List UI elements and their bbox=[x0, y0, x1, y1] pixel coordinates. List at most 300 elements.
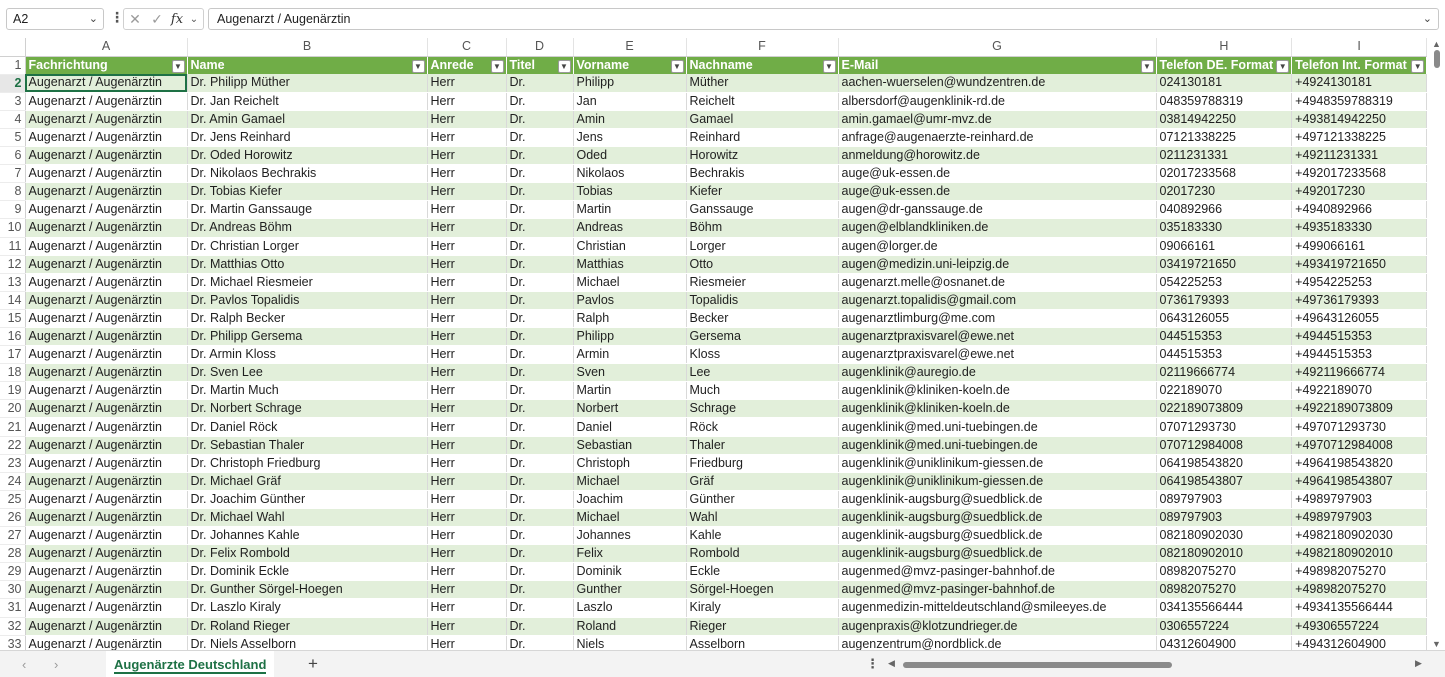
table-cell[interactable]: Herr bbox=[427, 237, 506, 255]
table-cell[interactable]: Augenarzt / Augenärztin bbox=[25, 599, 187, 617]
table-cell[interactable]: Dr. bbox=[506, 400, 573, 418]
table-cell[interactable]: Herr bbox=[427, 92, 506, 110]
table-cell[interactable]: Gunther bbox=[573, 581, 686, 599]
table-cell[interactable]: Asselborn bbox=[686, 635, 838, 650]
filter-dropdown-icon[interactable]: ▼ bbox=[671, 60, 684, 73]
table-cell[interactable]: Dr. Nikolaos Bechrakis bbox=[187, 165, 427, 183]
table-cell[interactable]: Herr bbox=[427, 635, 506, 650]
table-cell[interactable]: Herr bbox=[427, 273, 506, 291]
table-cell[interactable]: Augenarzt / Augenärztin bbox=[25, 255, 187, 273]
table-cell[interactable]: Dr. bbox=[506, 165, 573, 183]
table-cell[interactable]: amin.gamael@umr-mvz.de bbox=[838, 110, 1156, 128]
table-cell[interactable]: augenarztpraxisvarel@ewe.net bbox=[838, 346, 1156, 364]
table-cell[interactable]: Herr bbox=[427, 472, 506, 490]
table-cell[interactable]: Jens bbox=[573, 128, 686, 146]
table-cell[interactable]: Dr. bbox=[506, 74, 573, 92]
row-number[interactable]: 12 bbox=[0, 255, 25, 273]
table-cell[interactable]: Rombold bbox=[686, 545, 838, 563]
table-cell[interactable]: Dr. bbox=[506, 328, 573, 346]
table-cell[interactable]: 022189070 bbox=[1156, 382, 1292, 400]
table-cell[interactable]: Herr bbox=[427, 400, 506, 418]
table-cell[interactable]: Matthias bbox=[573, 255, 686, 273]
header-cell[interactable] bbox=[838, 56, 1156, 74]
table-cell[interactable]: Augenarzt / Augenärztin bbox=[25, 183, 187, 201]
table-cell[interactable]: Herr bbox=[427, 527, 506, 545]
table-cell[interactable]: Dr. bbox=[506, 545, 573, 563]
table-cell[interactable]: Lorger bbox=[686, 237, 838, 255]
vertical-scroll-thumb[interactable] bbox=[1434, 50, 1440, 68]
select-all-corner[interactable] bbox=[0, 38, 25, 56]
table-cell[interactable]: Dr. bbox=[506, 508, 573, 526]
table-cell[interactable]: Topalidis bbox=[686, 291, 838, 309]
table-cell[interactable]: Sven bbox=[573, 364, 686, 382]
table-cell[interactable]: +4982180902010 bbox=[1292, 545, 1427, 563]
table-cell[interactable]: augenarztpraxisvarel@ewe.net bbox=[838, 328, 1156, 346]
table-cell[interactable]: Dr. Sebastian Thaler bbox=[187, 436, 427, 454]
scroll-up-icon[interactable]: ▲ bbox=[1432, 39, 1441, 49]
table-cell[interactable]: Augenarzt / Augenärztin bbox=[25, 545, 187, 563]
table-cell[interactable]: Augenarzt / Augenärztin bbox=[25, 418, 187, 436]
filter-dropdown-icon[interactable]: ▼ bbox=[558, 60, 571, 73]
row-number[interactable]: 19 bbox=[0, 382, 25, 400]
table-cell[interactable]: Kiraly bbox=[686, 599, 838, 617]
table-cell[interactable]: Wahl bbox=[686, 508, 838, 526]
cancel-icon[interactable]: ✕ bbox=[129, 10, 141, 27]
table-cell[interactable]: Dr. bbox=[506, 201, 573, 219]
column-header-a[interactable]: A bbox=[25, 38, 187, 56]
table-cell[interactable]: Daniel bbox=[573, 418, 686, 436]
filter-dropdown-icon[interactable]: ▼ bbox=[491, 60, 504, 73]
table-cell[interactable]: Herr bbox=[427, 418, 506, 436]
table-cell[interactable]: Roland bbox=[573, 617, 686, 635]
table-cell[interactable]: Herr bbox=[427, 508, 506, 526]
table-cell[interactable]: Bechrakis bbox=[686, 165, 838, 183]
table-cell[interactable]: 044515353 bbox=[1156, 328, 1292, 346]
table-cell[interactable]: Dr. Niels Asselborn bbox=[187, 635, 427, 650]
row-number[interactable]: 16 bbox=[0, 328, 25, 346]
row-number[interactable]: 10 bbox=[0, 219, 25, 237]
table-cell[interactable]: Dr. Philipp Müther bbox=[187, 74, 427, 92]
table-cell[interactable]: Dr. Gunther Sörgel-Hoegen bbox=[187, 581, 427, 599]
table-cell[interactable]: 0211231331 bbox=[1156, 147, 1292, 165]
more-options-icon[interactable]: ⋮ bbox=[110, 9, 124, 25]
table-cell[interactable]: +4924130181 bbox=[1292, 74, 1427, 92]
row-number[interactable]: 6 bbox=[0, 147, 25, 165]
sheet-tab-augenaerzte[interactable] bbox=[106, 651, 274, 677]
filter-dropdown-icon[interactable]: ▼ bbox=[1141, 60, 1154, 73]
header-cell[interactable] bbox=[25, 56, 187, 74]
table-cell[interactable]: +4944515353 bbox=[1292, 346, 1427, 364]
table-cell[interactable]: albersdorf@augenklinik-rd.de bbox=[838, 92, 1156, 110]
row-number[interactable]: 18 bbox=[0, 364, 25, 382]
column-header-f[interactable]: F bbox=[686, 38, 838, 56]
table-cell[interactable]: 02017230 bbox=[1156, 183, 1292, 201]
table-cell[interactable]: Dr. Jens Reinhard bbox=[187, 128, 427, 146]
table-cell[interactable]: augenarzt.melle@osnanet.de bbox=[838, 273, 1156, 291]
row-number[interactable]: 27 bbox=[0, 527, 25, 545]
table-cell[interactable]: Herr bbox=[427, 309, 506, 327]
next-sheet-icon[interactable]: › bbox=[54, 657, 59, 672]
table-cell[interactable]: Horowitz bbox=[686, 147, 838, 165]
table-cell[interactable]: +494312604900 bbox=[1292, 635, 1427, 650]
table-cell[interactable]: +492017233568 bbox=[1292, 165, 1427, 183]
table-cell[interactable]: +492017230 bbox=[1292, 183, 1427, 201]
table-cell[interactable]: Augenarzt / Augenärztin bbox=[25, 581, 187, 599]
table-cell[interactable]: Dr. bbox=[506, 183, 573, 201]
table-cell[interactable]: Dr. bbox=[506, 436, 573, 454]
table-cell[interactable]: augenmedizin-mitteldeutschland@smileeyes.de bbox=[838, 599, 1156, 617]
table-cell[interactable]: Augenarzt / Augenärztin bbox=[25, 635, 187, 650]
table-cell[interactable]: 054225253 bbox=[1156, 273, 1292, 291]
table-cell[interactable]: 03419721650 bbox=[1156, 255, 1292, 273]
table-cell[interactable]: augen@lorger.de bbox=[838, 237, 1156, 255]
column-header-h[interactable]: H bbox=[1156, 38, 1292, 56]
row-number[interactable]: 20 bbox=[0, 400, 25, 418]
table-cell[interactable]: Dr. Ralph Becker bbox=[187, 309, 427, 327]
name-box[interactable] bbox=[6, 8, 104, 30]
table-cell[interactable]: Dr. Laszlo Kiraly bbox=[187, 599, 427, 617]
table-cell[interactable]: 0736179393 bbox=[1156, 291, 1292, 309]
table-cell[interactable]: Dr. Michael Riesmeier bbox=[187, 273, 427, 291]
table-cell[interactable]: 048359788319 bbox=[1156, 92, 1292, 110]
table-cell[interactable]: +4935183330 bbox=[1292, 219, 1427, 237]
table-cell[interactable]: Herr bbox=[427, 183, 506, 201]
table-cell[interactable]: 08982075270 bbox=[1156, 563, 1292, 581]
table-cell[interactable]: Augenarzt / Augenärztin bbox=[25, 563, 187, 581]
header-cell[interactable] bbox=[427, 56, 506, 74]
chevron-down-icon[interactable]: ⌄ bbox=[189, 13, 199, 25]
row-number[interactable]: 5 bbox=[0, 128, 25, 146]
table-cell[interactable]: augenmed@mvz-pasinger-bahnhof.de bbox=[838, 563, 1156, 581]
table-cell[interactable]: Dr. Andreas Böhm bbox=[187, 219, 427, 237]
table-cell[interactable]: +4982180902030 bbox=[1292, 527, 1427, 545]
table-cell[interactable]: Dr. Amin Gamael bbox=[187, 110, 427, 128]
row-number[interactable]: 29 bbox=[0, 563, 25, 581]
table-cell[interactable]: 09066161 bbox=[1156, 237, 1292, 255]
table-cell[interactable]: 064198543807 bbox=[1156, 472, 1292, 490]
confirm-icon[interactable]: ✓ bbox=[151, 10, 163, 27]
table-cell[interactable]: Dr. Jan Reichelt bbox=[187, 92, 427, 110]
table-cell[interactable]: Nikolaos bbox=[573, 165, 686, 183]
table-cell[interactable]: Dr. Armin Kloss bbox=[187, 346, 427, 364]
table-cell[interactable]: Michael bbox=[573, 273, 686, 291]
table-cell[interactable]: Reichelt bbox=[686, 92, 838, 110]
table-cell[interactable]: 07121338225 bbox=[1156, 128, 1292, 146]
table-cell[interactable]: Herr bbox=[427, 165, 506, 183]
table-cell[interactable]: Augenarzt / Augenärztin bbox=[25, 472, 187, 490]
table-cell[interactable]: Dr. bbox=[506, 527, 573, 545]
table-cell[interactable]: Kloss bbox=[686, 346, 838, 364]
table-cell[interactable]: Augenarzt / Augenärztin bbox=[25, 382, 187, 400]
table-cell[interactable]: Gersema bbox=[686, 328, 838, 346]
table-cell[interactable]: aachen-wuerselen@wundzentren.de bbox=[838, 74, 1156, 92]
row-number[interactable]: 21 bbox=[0, 418, 25, 436]
selected-cell[interactable]: Augenarzt / Augenärztin bbox=[25, 74, 187, 92]
filter-dropdown-icon[interactable]: ▼ bbox=[172, 60, 185, 73]
table-cell[interactable]: augenklinik-augsburg@suedblick.de bbox=[838, 490, 1156, 508]
table-cell[interactable]: Augenarzt / Augenärztin bbox=[25, 237, 187, 255]
table-cell[interactable]: +499066161 bbox=[1292, 237, 1427, 255]
filter-dropdown-icon[interactable]: ▼ bbox=[412, 60, 425, 73]
add-sheet-button[interactable]: + bbox=[308, 654, 318, 673]
table-cell[interactable]: Herr bbox=[427, 454, 506, 472]
table-cell[interactable]: Herr bbox=[427, 617, 506, 635]
table-cell[interactable]: augenklinik-augsburg@suedblick.de bbox=[838, 527, 1156, 545]
table-cell[interactable]: +49306557224 bbox=[1292, 617, 1427, 635]
table-cell[interactable]: Dr. Oded Horowitz bbox=[187, 147, 427, 165]
table-cell[interactable]: Laszlo bbox=[573, 599, 686, 617]
table-cell[interactable]: Johannes bbox=[573, 527, 686, 545]
table-cell[interactable]: +493814942250 bbox=[1292, 110, 1427, 128]
table-cell[interactable]: +4964198543807 bbox=[1292, 472, 1427, 490]
expand-formula-bar-icon[interactable]: ⌄ bbox=[1422, 13, 1432, 25]
table-cell[interactable]: Augenarzt / Augenärztin bbox=[25, 273, 187, 291]
table-cell[interactable]: Günther bbox=[686, 490, 838, 508]
table-cell[interactable]: Dr. Christoph Friedburg bbox=[187, 454, 427, 472]
table-cell[interactable]: Dr. bbox=[506, 237, 573, 255]
table-cell[interactable]: Herr bbox=[427, 545, 506, 563]
table-cell[interactable]: Augenarzt / Augenärztin bbox=[25, 328, 187, 346]
table-cell[interactable]: Herr bbox=[427, 490, 506, 508]
table-cell[interactable]: Dr. bbox=[506, 255, 573, 273]
table-cell[interactable]: +492119666774 bbox=[1292, 364, 1427, 382]
column-header-c[interactable]: C bbox=[427, 38, 506, 56]
table-cell[interactable]: Dr. bbox=[506, 364, 573, 382]
table-cell[interactable]: Herr bbox=[427, 255, 506, 273]
table-cell[interactable]: Philipp bbox=[573, 74, 686, 92]
insert-function-icon[interactable]: fx bbox=[170, 11, 184, 27]
table-cell[interactable]: 024130181 bbox=[1156, 74, 1292, 92]
table-cell[interactable]: Augenarzt / Augenärztin bbox=[25, 400, 187, 418]
table-cell[interactable]: Herr bbox=[427, 346, 506, 364]
table-cell[interactable]: +4989797903 bbox=[1292, 490, 1427, 508]
table-cell[interactable]: Dr. bbox=[506, 92, 573, 110]
header-cell[interactable] bbox=[686, 56, 838, 74]
column-header-e[interactable]: E bbox=[573, 38, 686, 56]
table-cell[interactable]: Gräf bbox=[686, 472, 838, 490]
table-cell[interactable]: +4922189073809 bbox=[1292, 400, 1427, 418]
table-cell[interactable]: Dr. Martin Much bbox=[187, 382, 427, 400]
table-cell[interactable]: Gamael bbox=[686, 110, 838, 128]
table-cell[interactable]: Dr. Norbert Schrage bbox=[187, 400, 427, 418]
table-cell[interactable]: Augenarzt / Augenärztin bbox=[25, 508, 187, 526]
table-cell[interactable]: augenarztlimburg@me.com bbox=[838, 309, 1156, 327]
table-cell[interactable]: Reinhard bbox=[686, 128, 838, 146]
table-cell[interactable]: Augenarzt / Augenärztin bbox=[25, 364, 187, 382]
table-cell[interactable]: Augenarzt / Augenärztin bbox=[25, 346, 187, 364]
more-options-icon[interactable]: ⋮ bbox=[866, 656, 879, 671]
table-cell[interactable]: augenklinik-augsburg@suedblick.de bbox=[838, 545, 1156, 563]
table-cell[interactable]: Jan bbox=[573, 92, 686, 110]
filter-dropdown-icon[interactable]: ▼ bbox=[823, 60, 836, 73]
table-cell[interactable]: 082180902030 bbox=[1156, 527, 1292, 545]
table-cell[interactable]: +497071293730 bbox=[1292, 418, 1427, 436]
table-cell[interactable]: Kahle bbox=[686, 527, 838, 545]
table-cell[interactable]: augen@elblandkliniken.de bbox=[838, 219, 1156, 237]
table-cell[interactable]: Augenarzt / Augenärztin bbox=[25, 454, 187, 472]
table-cell[interactable]: 035183330 bbox=[1156, 219, 1292, 237]
scroll-down-icon[interactable]: ▼ bbox=[1432, 639, 1441, 649]
table-cell[interactable]: +4922189070 bbox=[1292, 382, 1427, 400]
table-cell[interactable]: Dr. Roland Rieger bbox=[187, 617, 427, 635]
table-cell[interactable]: Dr. Matthias Otto bbox=[187, 255, 427, 273]
table-cell[interactable]: +4970712984008 bbox=[1292, 436, 1427, 454]
table-cell[interactable]: Dr. Felix Rombold bbox=[187, 545, 427, 563]
header-cell[interactable] bbox=[573, 56, 686, 74]
formula-input[interactable] bbox=[208, 8, 1439, 30]
table-cell[interactable]: Joachim bbox=[573, 490, 686, 508]
table-cell[interactable]: Dr. Pavlos Topalidis bbox=[187, 291, 427, 309]
table-cell[interactable]: 034135566444 bbox=[1156, 599, 1292, 617]
table-cell[interactable]: Dr. bbox=[506, 472, 573, 490]
table-cell[interactable]: augenklinik@uniklinikum-giessen.de bbox=[838, 454, 1156, 472]
table-cell[interactable]: Herr bbox=[427, 364, 506, 382]
table-cell[interactable]: Herr bbox=[427, 201, 506, 219]
row-number[interactable]: 32 bbox=[0, 617, 25, 635]
table-cell[interactable]: Dr. Dominik Eckle bbox=[187, 563, 427, 581]
header-cell[interactable] bbox=[1292, 56, 1427, 74]
table-cell[interactable]: augenklinik@med.uni-tuebingen.de bbox=[838, 418, 1156, 436]
table-cell[interactable]: +49643126055 bbox=[1292, 309, 1427, 327]
table-cell[interactable]: Andreas bbox=[573, 219, 686, 237]
table-cell[interactable]: Dr. Michael Gräf bbox=[187, 472, 427, 490]
table-cell[interactable]: Herr bbox=[427, 74, 506, 92]
table-cell[interactable]: Kiefer bbox=[686, 183, 838, 201]
table-cell[interactable]: Herr bbox=[427, 581, 506, 599]
row-number[interactable]: 3 bbox=[0, 92, 25, 110]
row-number[interactable]: 14 bbox=[0, 291, 25, 309]
table-cell[interactable]: Niels bbox=[573, 635, 686, 650]
table-cell[interactable]: 044515353 bbox=[1156, 346, 1292, 364]
horizontal-scroll-thumb[interactable] bbox=[903, 662, 1172, 668]
table-cell[interactable]: 070712984008 bbox=[1156, 436, 1292, 454]
table-cell[interactable]: +4989797903 bbox=[1292, 508, 1427, 526]
table-cell[interactable]: augen@dr-ganssauge.de bbox=[838, 201, 1156, 219]
filter-dropdown-icon[interactable]: ▼ bbox=[1411, 60, 1424, 73]
table-cell[interactable]: +4940892966 bbox=[1292, 201, 1427, 219]
table-cell[interactable]: Dr. Martin Ganssauge bbox=[187, 201, 427, 219]
table-cell[interactable]: Herr bbox=[427, 599, 506, 617]
row-number[interactable]: 2 bbox=[0, 74, 25, 92]
table-cell[interactable]: Dr. bbox=[506, 128, 573, 146]
table-cell[interactable]: 02119666774 bbox=[1156, 364, 1292, 382]
previous-sheet-icon[interactable]: ‹ bbox=[22, 657, 27, 672]
table-cell[interactable]: Rieger bbox=[686, 617, 838, 635]
table-cell[interactable]: 08982075270 bbox=[1156, 581, 1292, 599]
table-cell[interactable]: Christian bbox=[573, 237, 686, 255]
table-cell[interactable]: Dr. Tobias Kiefer bbox=[187, 183, 427, 201]
table-cell[interactable]: Eckle bbox=[686, 563, 838, 581]
table-cell[interactable]: +498982075270 bbox=[1292, 581, 1427, 599]
table-cell[interactable]: Dominik bbox=[573, 563, 686, 581]
table-cell[interactable]: Ralph bbox=[573, 309, 686, 327]
row-number[interactable]: 1 bbox=[0, 56, 25, 74]
header-cell[interactable] bbox=[506, 56, 573, 74]
table-cell[interactable]: Armin bbox=[573, 346, 686, 364]
table-cell[interactable]: Augenarzt / Augenärztin bbox=[25, 110, 187, 128]
vertical-scrollbar[interactable] bbox=[1429, 38, 1445, 650]
table-cell[interactable]: Dr. bbox=[506, 309, 573, 327]
table-cell[interactable]: Sörgel-Hoegen bbox=[686, 581, 838, 599]
row-number[interactable]: 23 bbox=[0, 454, 25, 472]
table-cell[interactable]: Sebastian bbox=[573, 436, 686, 454]
table-cell[interactable]: Herr bbox=[427, 147, 506, 165]
table-cell[interactable]: Dr. bbox=[506, 563, 573, 581]
table-cell[interactable]: Herr bbox=[427, 219, 506, 237]
table-cell[interactable]: Dr. bbox=[506, 617, 573, 635]
row-number[interactable]: 28 bbox=[0, 545, 25, 563]
table-cell[interactable]: Dr. bbox=[506, 273, 573, 291]
row-number[interactable]: 25 bbox=[0, 490, 25, 508]
table-cell[interactable]: Augenarzt / Augenärztin bbox=[25, 147, 187, 165]
table-cell[interactable]: 03814942250 bbox=[1156, 110, 1292, 128]
table-cell[interactable]: Augenarzt / Augenärztin bbox=[25, 309, 187, 327]
table-cell[interactable]: +493419721650 bbox=[1292, 255, 1427, 273]
table-cell[interactable]: Dr. Joachim Günther bbox=[187, 490, 427, 508]
table-cell[interactable]: 02017233568 bbox=[1156, 165, 1292, 183]
table-cell[interactable]: Herr bbox=[427, 563, 506, 581]
table-cell[interactable]: +4944515353 bbox=[1292, 328, 1427, 346]
table-cell[interactable]: Augenarzt / Augenärztin bbox=[25, 219, 187, 237]
column-header-g[interactable]: G bbox=[838, 38, 1156, 56]
table-cell[interactable]: Augenarzt / Augenärztin bbox=[25, 617, 187, 635]
table-cell[interactable]: augenarzt.topalidis@gmail.com bbox=[838, 291, 1156, 309]
header-cell[interactable] bbox=[1156, 56, 1292, 74]
table-cell[interactable]: +498982075270 bbox=[1292, 563, 1427, 581]
table-cell[interactable]: Michael bbox=[573, 508, 686, 526]
table-cell[interactable]: Dr. bbox=[506, 599, 573, 617]
row-number[interactable]: 30 bbox=[0, 581, 25, 599]
row-number[interactable]: 11 bbox=[0, 237, 25, 255]
table-cell[interactable]: 064198543820 bbox=[1156, 454, 1292, 472]
table-cell[interactable]: Dr. Philipp Gersema bbox=[187, 328, 427, 346]
table-cell[interactable]: +49211231331 bbox=[1292, 147, 1427, 165]
table-cell[interactable]: Philipp bbox=[573, 328, 686, 346]
table-cell[interactable]: Dr. bbox=[506, 635, 573, 650]
table-cell[interactable]: Tobias bbox=[573, 183, 686, 201]
table-cell[interactable]: Dr. bbox=[506, 291, 573, 309]
table-cell[interactable]: Dr. Daniel Röck bbox=[187, 418, 427, 436]
table-cell[interactable]: 089797903 bbox=[1156, 508, 1292, 526]
scroll-left-icon[interactable]: ◀ bbox=[888, 658, 895, 668]
table-cell[interactable]: anfrage@augenaerzte-reinhard.de bbox=[838, 128, 1156, 146]
row-number[interactable]: 26 bbox=[0, 508, 25, 526]
column-header-b[interactable]: B bbox=[187, 38, 427, 56]
row-number[interactable]: 22 bbox=[0, 436, 25, 454]
table-cell[interactable]: Augenarzt / Augenärztin bbox=[25, 92, 187, 110]
table-cell[interactable]: augenklinik@auregio.de bbox=[838, 364, 1156, 382]
table-cell[interactable]: 0643126055 bbox=[1156, 309, 1292, 327]
row-number[interactable]: 13 bbox=[0, 273, 25, 291]
row-number[interactable]: 4 bbox=[0, 110, 25, 128]
table-cell[interactable]: +4964198543820 bbox=[1292, 454, 1427, 472]
table-cell[interactable]: Oded bbox=[573, 147, 686, 165]
table-cell[interactable]: Riesmeier bbox=[686, 273, 838, 291]
table-cell[interactable]: Augenarzt / Augenärztin bbox=[25, 436, 187, 454]
table-cell[interactable]: Dr. bbox=[506, 346, 573, 364]
table-cell[interactable]: Böhm bbox=[686, 219, 838, 237]
table-cell[interactable]: anmeldung@horowitz.de bbox=[838, 147, 1156, 165]
table-cell[interactable]: augenklinik@kliniken-koeln.de bbox=[838, 382, 1156, 400]
table-cell[interactable]: Dr. bbox=[506, 418, 573, 436]
table-cell[interactable]: Dr. bbox=[506, 454, 573, 472]
table-cell[interactable]: +4934135566444 bbox=[1292, 599, 1427, 617]
table-cell[interactable]: Norbert bbox=[573, 400, 686, 418]
table-cell[interactable]: 022189073809 bbox=[1156, 400, 1292, 418]
table-cell[interactable]: augen@medizin.uni-leipzig.de bbox=[838, 255, 1156, 273]
table-cell[interactable]: Augenarzt / Augenärztin bbox=[25, 490, 187, 508]
table-cell[interactable]: 07071293730 bbox=[1156, 418, 1292, 436]
